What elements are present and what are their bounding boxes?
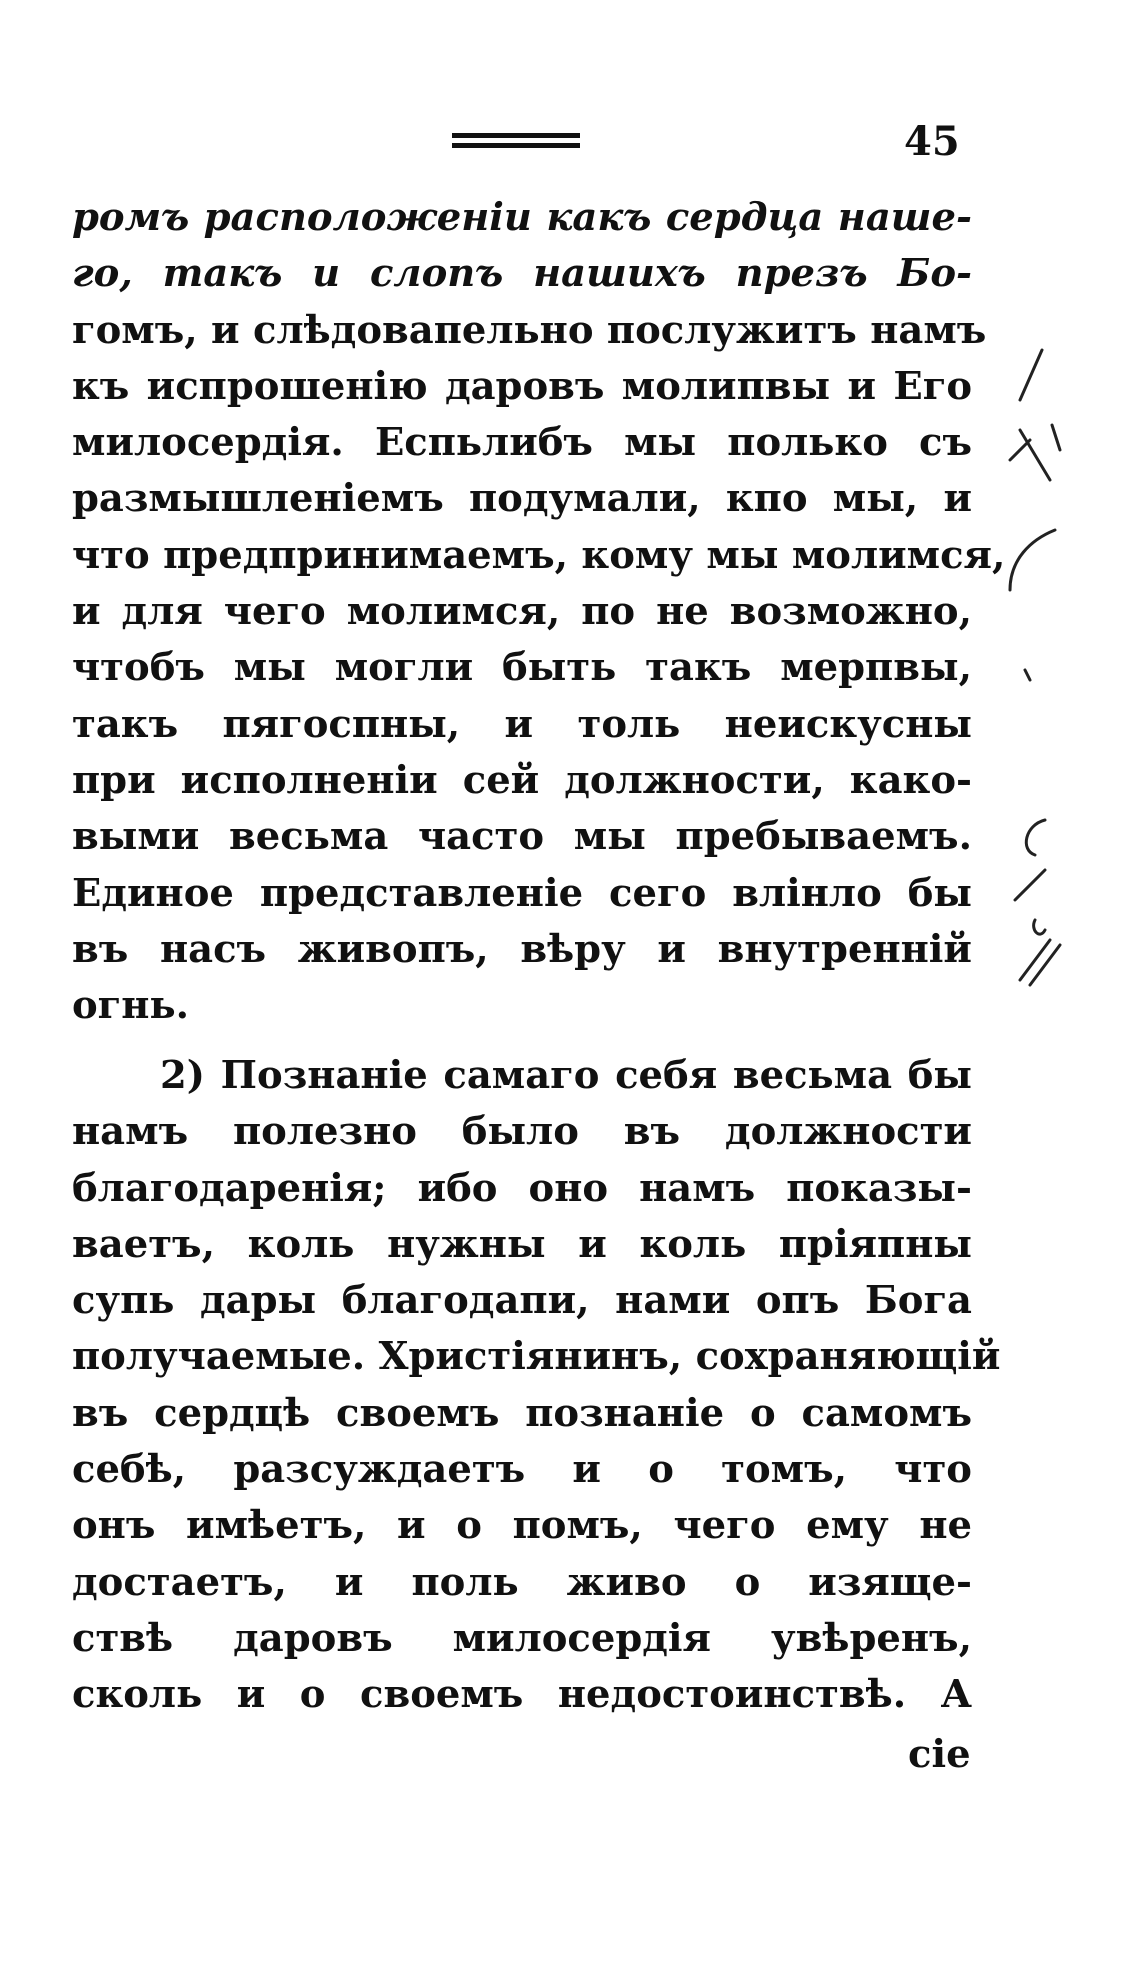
text-line: супь дары благодапи, нами опъ Бога (72, 1278, 972, 1324)
text-line: себѣ, разсуждаетъ и о томъ, что (72, 1447, 972, 1493)
page-header (0, 118, 1140, 165)
page-number: 45 (904, 118, 960, 165)
text-line: и для чего молимся, по не возможно, (72, 589, 972, 635)
text-line: ствѣ даровъ милосердія увѣренъ, (72, 1615, 972, 1661)
text-line: при исполненіи сей должности, како- (72, 757, 972, 803)
paragraph-2 (72, 1048, 1001, 1724)
pen-stroke (1010, 530, 1055, 590)
header-rule-bottom (452, 143, 580, 148)
text-line: размышленіемъ подумали, кпо мы, и (72, 476, 972, 522)
handwritten-marginalia (990, 330, 1090, 1010)
pen-stroke (1025, 670, 1030, 680)
catchword: сіе (908, 1732, 971, 1777)
text-line: онъ имѣетъ, и о помъ, чего ему не (72, 1503, 972, 1549)
pen-stroke (1034, 920, 1045, 934)
text-line: 2) Познаніе самаго себя весьма бы (160, 1053, 972, 1098)
pen-stroke (1015, 870, 1045, 900)
text-line: го, такъ и слопъ нашихъ презъ Бо- (72, 251, 972, 297)
text-line: намъ полезно было въ должности (72, 1109, 972, 1155)
pen-stroke (1010, 425, 1060, 480)
text-line: что предпринимаемъ, кому мы молимся, (72, 532, 1006, 578)
text-line: въ насъ живопъ, вѣру и внутренній (72, 926, 972, 972)
text-line: ромъ расположеніи какъ сердца наше- (72, 195, 972, 240)
text-line: Единое представленіе сего влінло бы (72, 870, 972, 916)
text-line: достаетъ, и поль живо о изяще- (72, 1559, 972, 1605)
text-line: чтобъ мы могли быть такъ мерпвы, (72, 645, 972, 691)
text-line: выми весьма часто мы пребываемъ. (72, 814, 972, 860)
pen-stroke (1020, 940, 1060, 985)
text-line: къ испрошенію даровъ молипвы и Его (72, 363, 972, 409)
text-line: милосердія. Еспьлибъ мы полько съ (72, 420, 972, 466)
header-rule-top (452, 133, 580, 138)
paragraph-1 (72, 190, 1006, 1034)
pen-stroke (1020, 350, 1042, 400)
text-line: такъ пягоспны, и толь неискусны (72, 701, 972, 747)
text-line: гомъ, и слѣдовапельно послужитъ намъ (72, 307, 987, 353)
text-line: въ сердцѣ своемъ познаніе о самомъ (72, 1390, 972, 1436)
pen-stroke (1026, 820, 1045, 855)
text-line: огнь. (72, 983, 189, 1029)
text-line: получаемые. Христіянинъ, сохраняющій (72, 1334, 1001, 1380)
text-line: благодаренія; ибо оно намъ показы- (72, 1165, 972, 1211)
text-line: ваетъ, коль нужны и коль пріяпны (72, 1221, 972, 1267)
text-line: сколь и о своемъ недостоинствѣ. А (72, 1672, 972, 1718)
